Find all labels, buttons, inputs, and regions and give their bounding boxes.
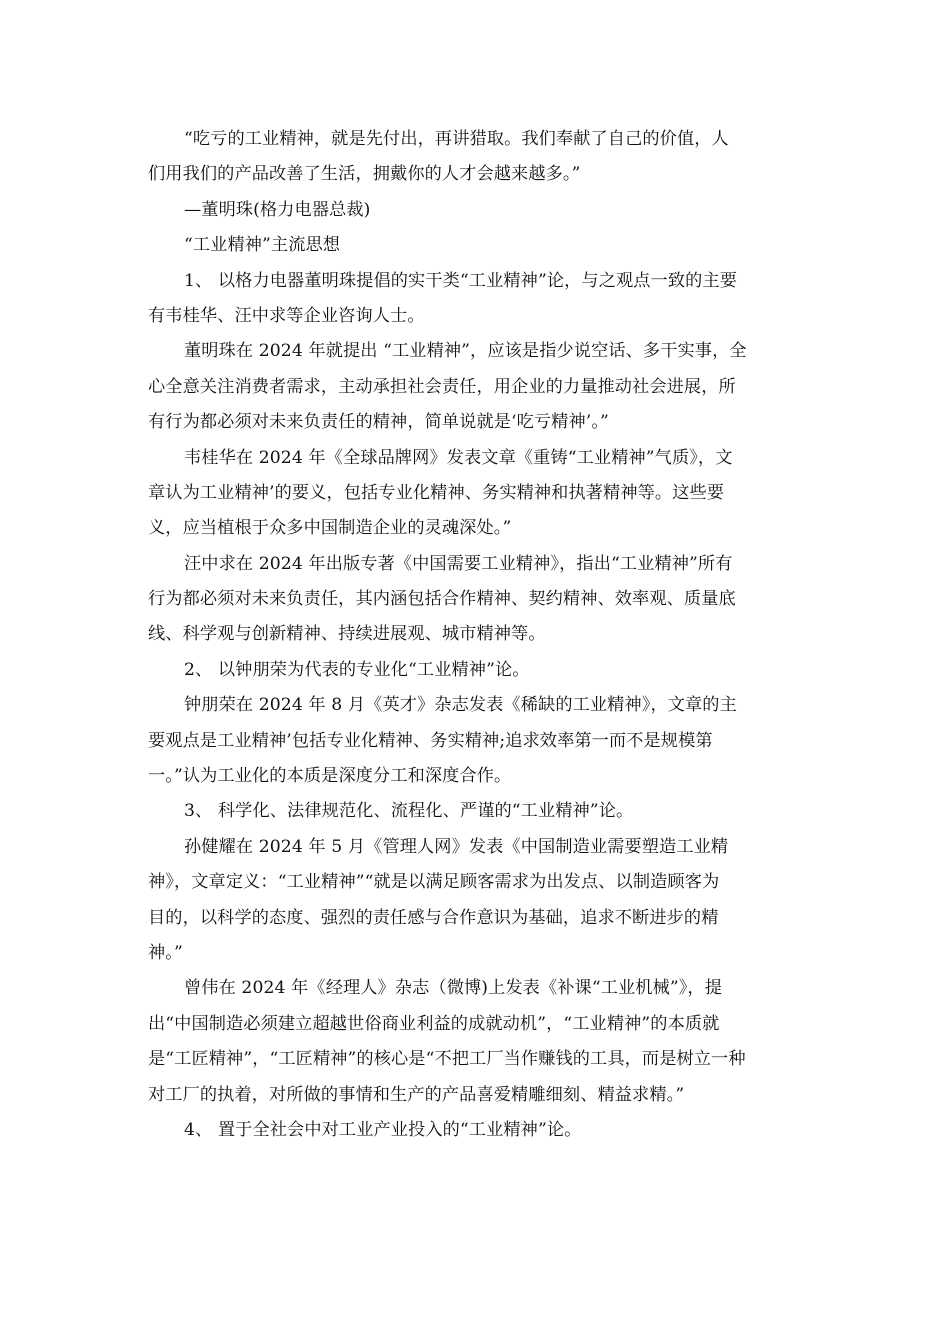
zeng-wei-paragraph [148, 971, 808, 1113]
text-line: 汪中求在 2024 年出版专著《中国需要工业精神》，指出“工业精神”所有 [184, 553, 733, 574]
text-line: 对工厂的执着，对所做的事情和生产的产品喜爱精雕细刻、精益求精。” [148, 1084, 685, 1105]
text-line: 目的，以科学的态度、强烈的责任感与合作意识为基础，追求不断进步的精 [148, 907, 719, 928]
point-1-paragraph [148, 264, 808, 335]
quote-paragraph [148, 122, 808, 193]
text-line: 心全意关注消费者需求，主动承担社会责任，用企业的力量推动社会进展，所 [148, 376, 736, 397]
text-line: 一。”认为工业化的本质是深度分工和深度合作。 [148, 766, 512, 787]
text-line: 孙健耀在 2024 年 5 月《管理人网》发表《中国制造业需要塑造工业精 [184, 836, 729, 857]
text-line: 4、 置于全社会中对工业产业投入的“工业精神”论。 [184, 1119, 582, 1140]
text-line: 钟朋荣在 2024 年 8 月《英才》杂志发表《稀缺的工业精神》，文章的主 [184, 695, 737, 716]
text-line: “工业精神”主流思想 [184, 235, 341, 256]
attribution-paragraph [148, 193, 808, 228]
text-line: 有韦桂华、汪中求等企业咨询人士。 [148, 305, 425, 326]
text-line: “吃亏的工业精神，就是先付出，再讲猎取。我们奉献了自己的价值，人 [184, 129, 729, 149]
section-title-paragraph [148, 228, 808, 263]
text-line: 神》，文章定义：“工业精神”“就是以满足顾客需求为出发点、以制造顾客为 [148, 872, 720, 893]
text-line: 是“工匠精神”，“工匠精神”的核心是“不把工厂当作赚钱的工具，而是树立一种 [148, 1049, 746, 1070]
text-line: 董明珠在 2024 年就提出 “工业精神”，应该是指少说空话、多干实事，全 [184, 341, 747, 362]
point-2-paragraph [148, 653, 808, 688]
text-line: 3、 科学化、法律规范化、流程化、严谨的“工业精神”论。 [184, 801, 634, 822]
text-line: 义，应当植根于众多中国制造企业的灵魂深处。” [148, 518, 512, 539]
dong-mingzhu-paragraph [148, 334, 808, 440]
wei-guihua-paragraph [148, 441, 808, 547]
point-3-paragraph [148, 794, 808, 829]
text-line: 曾伟在 2024 年《经理人》杂志（微博)上发表《补课“工业机械”》，提 [184, 978, 723, 999]
text-line: 有行为都必须对未来负责任的精神，简单说就是‘吃亏精神’。” [148, 412, 609, 433]
text-line: 神。” [148, 942, 183, 963]
text-line: —董明珠(格力电器总裁) [184, 199, 371, 220]
text-line: 行为都必须对未来负责任，其内涵包括合作精神、契约精神、效率观、质量底 [148, 589, 736, 610]
text-line: 要观点是工业精神’包括专业化精神、务实精神;追求效率第一而不是规模第 [148, 730, 713, 751]
text-line: 们用我们的产品改善了生活，拥戴你的人才会越来越多。” [148, 164, 581, 185]
point-4-paragraph [148, 1113, 808, 1148]
document-body [148, 122, 808, 1148]
text-line: 韦桂华在 2024 年《全球品牌网》发表文章《重铸“工业精神”气质》，文 [184, 447, 733, 468]
text-line: 1、 以格力电器董明珠提倡的实干类“工业精神”论，与之观点一致的主要 [184, 270, 737, 291]
sun-jianyao-paragraph [148, 830, 808, 972]
text-line: 线、科学观与创新精神、持续进展观、城市精神等。 [148, 624, 546, 645]
text-line: 2、 以钟朋荣为代表的专业化“工业精神”论。 [184, 659, 530, 680]
wang-zhongqiu-paragraph [148, 547, 808, 653]
text-line: 章认为工业精神’的要义，包括专业化精神、务实精神和执著精神等。这些要 [148, 482, 725, 503]
text-line: 出“中国制造必须建立超越世俗商业利益的成就动机”，“工业精神”的本质就 [148, 1013, 720, 1034]
zhong-pengrong-paragraph [148, 688, 808, 794]
